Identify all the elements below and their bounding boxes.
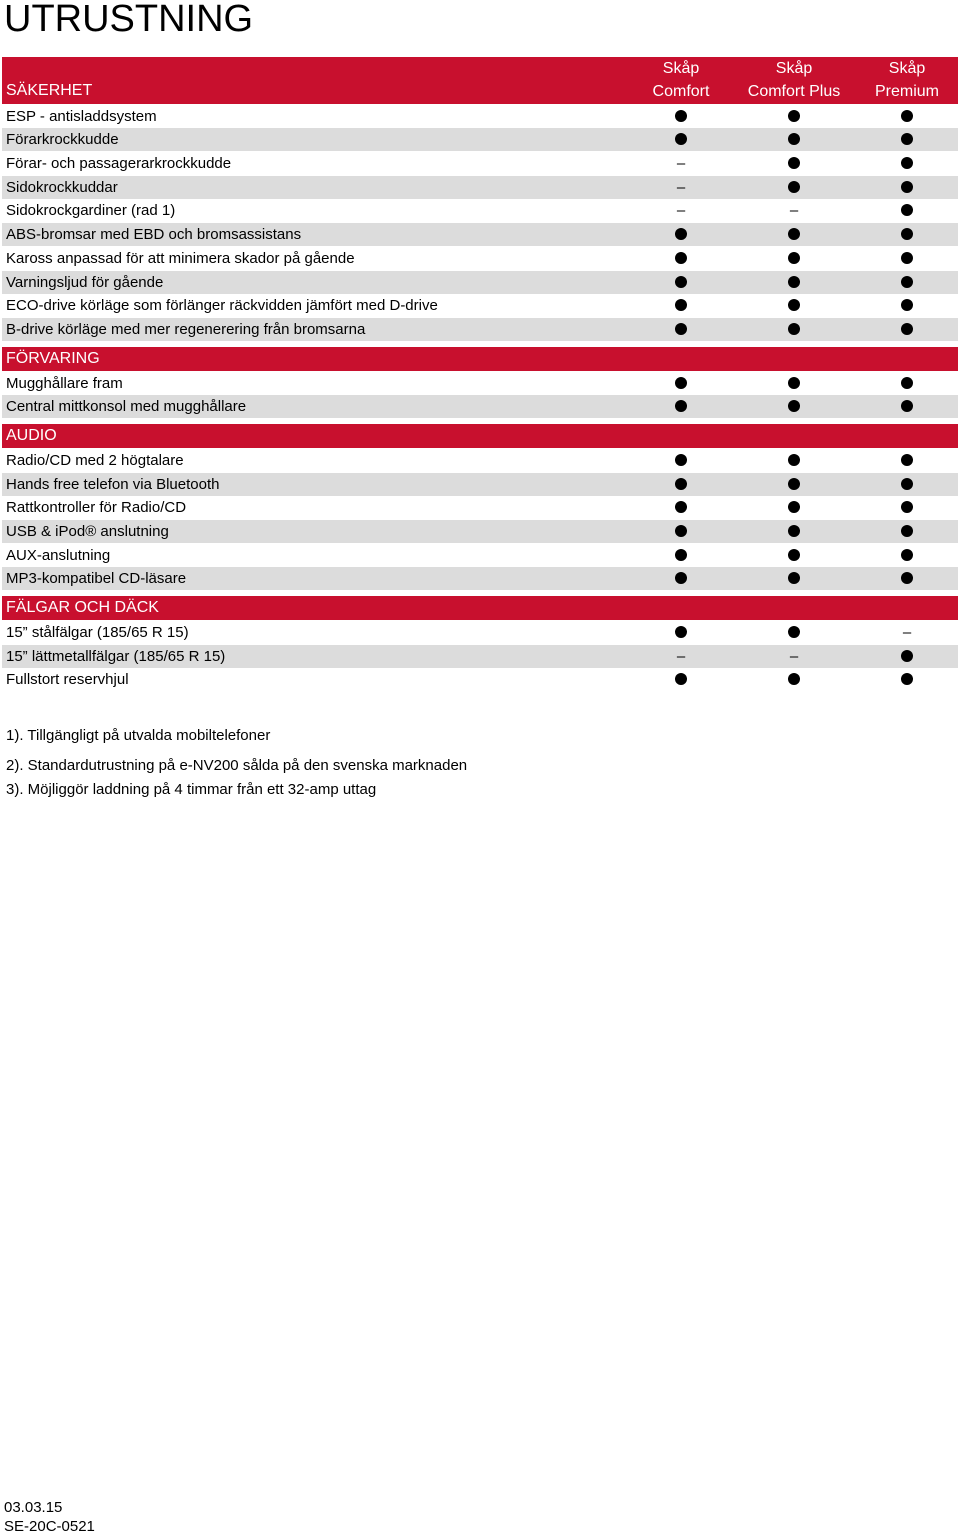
table-row xyxy=(2,199,958,222)
availability-cell xyxy=(626,645,736,668)
availability-cell xyxy=(626,544,736,567)
included-dot-icon xyxy=(675,454,687,466)
availability-cell xyxy=(739,105,849,128)
section-title: FÖRVARING xyxy=(6,349,100,367)
availability-cell xyxy=(852,247,960,270)
availability-cell xyxy=(852,449,960,472)
availability-cell xyxy=(739,247,849,270)
included-dot-icon xyxy=(901,323,913,335)
feature-label: Radio/CD med 2 högtalare xyxy=(6,451,184,469)
included-dot-icon xyxy=(788,549,800,561)
included-dot-icon xyxy=(901,525,913,537)
availability-cell xyxy=(739,544,849,567)
availability-cell xyxy=(626,152,736,175)
availability-cell xyxy=(852,668,960,691)
availability-cell xyxy=(852,199,960,222)
availability-cell xyxy=(739,128,849,151)
availability-cell xyxy=(739,621,849,644)
section-title: SÄKERHET xyxy=(6,82,93,99)
availability-cell xyxy=(852,645,960,668)
table-row xyxy=(2,449,958,472)
availability-cell xyxy=(626,318,736,341)
availability-cell xyxy=(739,199,849,222)
availability-cell xyxy=(852,318,960,341)
included-dot-icon xyxy=(675,549,687,561)
table-row xyxy=(2,395,958,418)
table-row xyxy=(2,152,958,175)
availability-cell xyxy=(626,496,736,519)
availability-cell xyxy=(626,128,736,151)
availability-cell xyxy=(626,199,736,222)
not-available-dash-icon: – xyxy=(676,647,686,665)
availability-cell xyxy=(739,176,849,199)
column-header-line: Skåp xyxy=(775,60,813,77)
feature-label: ECO-drive körläge som förlänger räckvidden jämfört med D-drive xyxy=(6,297,438,315)
included-dot-icon xyxy=(901,204,913,216)
availability-cell xyxy=(852,294,960,317)
included-dot-icon xyxy=(675,626,687,638)
included-dot-icon xyxy=(675,673,687,685)
availability-cell xyxy=(626,372,736,395)
included-dot-icon xyxy=(788,377,800,389)
footnote: 3). Möjliggör laddning på 4 timmar från ett 32-amp uttag xyxy=(6,781,377,798)
availability-cell xyxy=(852,567,960,590)
availability-cell xyxy=(739,520,849,543)
document-date: 03.03.15 xyxy=(4,1499,63,1516)
included-dot-icon xyxy=(788,252,800,264)
equipment-table xyxy=(2,57,958,692)
not-available-dash-icon: – xyxy=(902,624,912,642)
included-dot-icon xyxy=(788,276,800,288)
table-row xyxy=(2,496,958,519)
availability-cell xyxy=(626,223,736,246)
availability-cell xyxy=(626,621,736,644)
availability-cell xyxy=(739,152,849,175)
feature-label: Sidokrockgardiner (rad 1) xyxy=(6,202,176,220)
included-dot-icon xyxy=(901,650,913,662)
availability-cell xyxy=(852,372,960,395)
section-title: AUDIO xyxy=(6,427,57,445)
section-header xyxy=(2,424,958,448)
included-dot-icon xyxy=(901,454,913,466)
page-title: UTRUSTNING xyxy=(4,0,254,40)
included-dot-icon xyxy=(675,252,687,264)
included-dot-icon xyxy=(901,501,913,513)
availability-cell xyxy=(739,395,849,418)
feature-label: Förarkrockkudde xyxy=(6,131,119,149)
column-header-line: Premium xyxy=(874,83,939,100)
column-header-line: Comfort Plus xyxy=(747,83,841,100)
availability-cell xyxy=(626,271,736,294)
included-dot-icon xyxy=(788,673,800,685)
availability-cell xyxy=(626,247,736,270)
feature-label: Rattkontroller för Radio/CD xyxy=(6,499,187,517)
feature-label: Central mittkonsol med mugghållare xyxy=(6,398,247,416)
column-header xyxy=(847,57,960,103)
availability-cell xyxy=(739,223,849,246)
included-dot-icon xyxy=(675,525,687,537)
feature-label: B-drive körläge med mer regenerering från bromsarna xyxy=(6,320,366,338)
table-row xyxy=(2,223,958,246)
availability-cell xyxy=(852,520,960,543)
table-row xyxy=(2,372,958,395)
included-dot-icon xyxy=(901,181,913,193)
included-dot-icon xyxy=(788,110,800,122)
included-dot-icon xyxy=(901,157,913,169)
table-row xyxy=(2,645,958,668)
column-header-line: Skåp xyxy=(888,60,926,77)
availability-cell xyxy=(852,152,960,175)
availability-cell xyxy=(852,176,960,199)
included-dot-icon xyxy=(901,400,913,412)
availability-cell xyxy=(739,372,849,395)
not-available-dash-icon: – xyxy=(676,202,686,220)
availability-cell xyxy=(852,395,960,418)
availability-cell xyxy=(852,271,960,294)
included-dot-icon xyxy=(788,157,800,169)
availability-cell xyxy=(739,294,849,317)
included-dot-icon xyxy=(675,133,687,145)
included-dot-icon xyxy=(901,110,913,122)
feature-label: USB & iPod® anslutning xyxy=(6,523,169,540)
availability-cell xyxy=(852,128,960,151)
availability-cell xyxy=(739,449,849,472)
table-row xyxy=(2,318,958,341)
table-row xyxy=(2,473,958,496)
included-dot-icon xyxy=(675,478,687,490)
not-available-dash-icon: – xyxy=(676,155,686,173)
table-row xyxy=(2,520,958,543)
availability-cell xyxy=(626,520,736,543)
feature-label: Sidokrockkuddar xyxy=(6,178,118,196)
column-header-line: Skåp xyxy=(662,60,700,77)
availability-cell xyxy=(739,496,849,519)
included-dot-icon xyxy=(675,276,687,288)
footnote: 2). Standardutrustning på e-NV200 sålda på den svenska marknaden xyxy=(6,757,468,774)
included-dot-icon xyxy=(901,299,913,311)
included-dot-icon xyxy=(788,228,800,240)
footnote: 1). Tillgängligt på utvalda mobiltelefoner xyxy=(6,727,271,744)
table-row xyxy=(2,668,958,691)
availability-cell xyxy=(626,105,736,128)
included-dot-icon xyxy=(675,299,687,311)
table-row xyxy=(2,294,958,317)
feature-label: Förar- och passagerarkrockkudde xyxy=(6,155,232,173)
availability-cell xyxy=(852,621,960,644)
included-dot-icon xyxy=(788,299,800,311)
included-dot-icon xyxy=(788,133,800,145)
table-row xyxy=(2,271,958,294)
included-dot-icon xyxy=(901,549,913,561)
included-dot-icon xyxy=(788,478,800,490)
included-dot-icon xyxy=(675,228,687,240)
included-dot-icon xyxy=(788,181,800,193)
feature-label: 15” lättmetallfälgar (185/65 R 15) xyxy=(6,647,226,665)
availability-cell xyxy=(626,294,736,317)
included-dot-icon xyxy=(788,626,800,638)
included-dot-icon xyxy=(675,572,687,584)
availability-cell xyxy=(626,567,736,590)
section-header xyxy=(2,596,958,620)
availability-cell xyxy=(739,567,849,590)
included-dot-icon xyxy=(901,377,913,389)
included-dot-icon xyxy=(901,228,913,240)
included-dot-icon xyxy=(901,478,913,490)
feature-label: ESP - antisladdsystem xyxy=(6,107,157,125)
feature-label: Fullstort reservhjul xyxy=(6,671,129,689)
availability-cell xyxy=(739,271,849,294)
availability-cell xyxy=(626,449,736,472)
included-dot-icon xyxy=(901,133,913,145)
table-row xyxy=(2,247,958,270)
feature-label: ABS-bromsar med EBD och bromsassistans xyxy=(6,226,302,244)
availability-cell xyxy=(626,395,736,418)
availability-cell xyxy=(852,473,960,496)
feature-label: MP3-kompatibel CD-läsare xyxy=(6,570,187,588)
availability-cell xyxy=(852,105,960,128)
included-dot-icon xyxy=(675,501,687,513)
availability-cell xyxy=(852,496,960,519)
table-row xyxy=(2,621,958,644)
table-row xyxy=(2,176,958,199)
included-dot-icon xyxy=(788,572,800,584)
feature-label: Hands free telefon via Bluetooth xyxy=(6,475,220,493)
included-dot-icon xyxy=(675,110,687,122)
document-code: SE-20C-0521 xyxy=(4,1518,95,1535)
included-dot-icon xyxy=(788,525,800,537)
included-dot-icon xyxy=(788,501,800,513)
table-row xyxy=(2,105,958,128)
feature-label: Kaross anpassad för att minimera skador på gående xyxy=(6,249,355,267)
not-available-dash-icon: – xyxy=(789,202,799,220)
included-dot-icon xyxy=(901,572,913,584)
availability-cell xyxy=(626,668,736,691)
availability-cell xyxy=(739,318,849,341)
not-available-dash-icon: – xyxy=(676,178,686,196)
document-meta xyxy=(4,1498,95,1536)
feature-label: 15” stålfälgar (185/65 R 15) xyxy=(6,624,189,642)
feature-label: AUX-anslutning xyxy=(6,546,111,564)
availability-cell xyxy=(739,668,849,691)
availability-cell xyxy=(739,645,849,668)
availability-cell xyxy=(626,176,736,199)
included-dot-icon xyxy=(788,323,800,335)
section-header xyxy=(2,57,958,104)
included-dot-icon xyxy=(901,276,913,288)
table-row xyxy=(2,544,958,567)
included-dot-icon xyxy=(901,252,913,264)
feature-label: Mugghållare fram xyxy=(6,374,123,392)
not-available-dash-icon: – xyxy=(789,647,799,665)
table-row xyxy=(2,128,958,151)
included-dot-icon xyxy=(675,323,687,335)
column-header xyxy=(734,57,854,103)
column-header-line: Comfort xyxy=(652,83,710,100)
included-dot-icon xyxy=(901,673,913,685)
column-header xyxy=(621,57,741,103)
included-dot-icon xyxy=(788,454,800,466)
included-dot-icon xyxy=(675,377,687,389)
table-row xyxy=(2,567,958,590)
availability-cell xyxy=(626,473,736,496)
availability-cell xyxy=(852,223,960,246)
availability-cell xyxy=(852,544,960,567)
section-title: FÄLGAR OCH DÄCK xyxy=(6,599,159,617)
included-dot-icon xyxy=(788,400,800,412)
feature-label: Varningsljud för gående xyxy=(6,273,164,291)
availability-cell xyxy=(739,473,849,496)
section-header xyxy=(2,347,958,371)
included-dot-icon xyxy=(675,400,687,412)
